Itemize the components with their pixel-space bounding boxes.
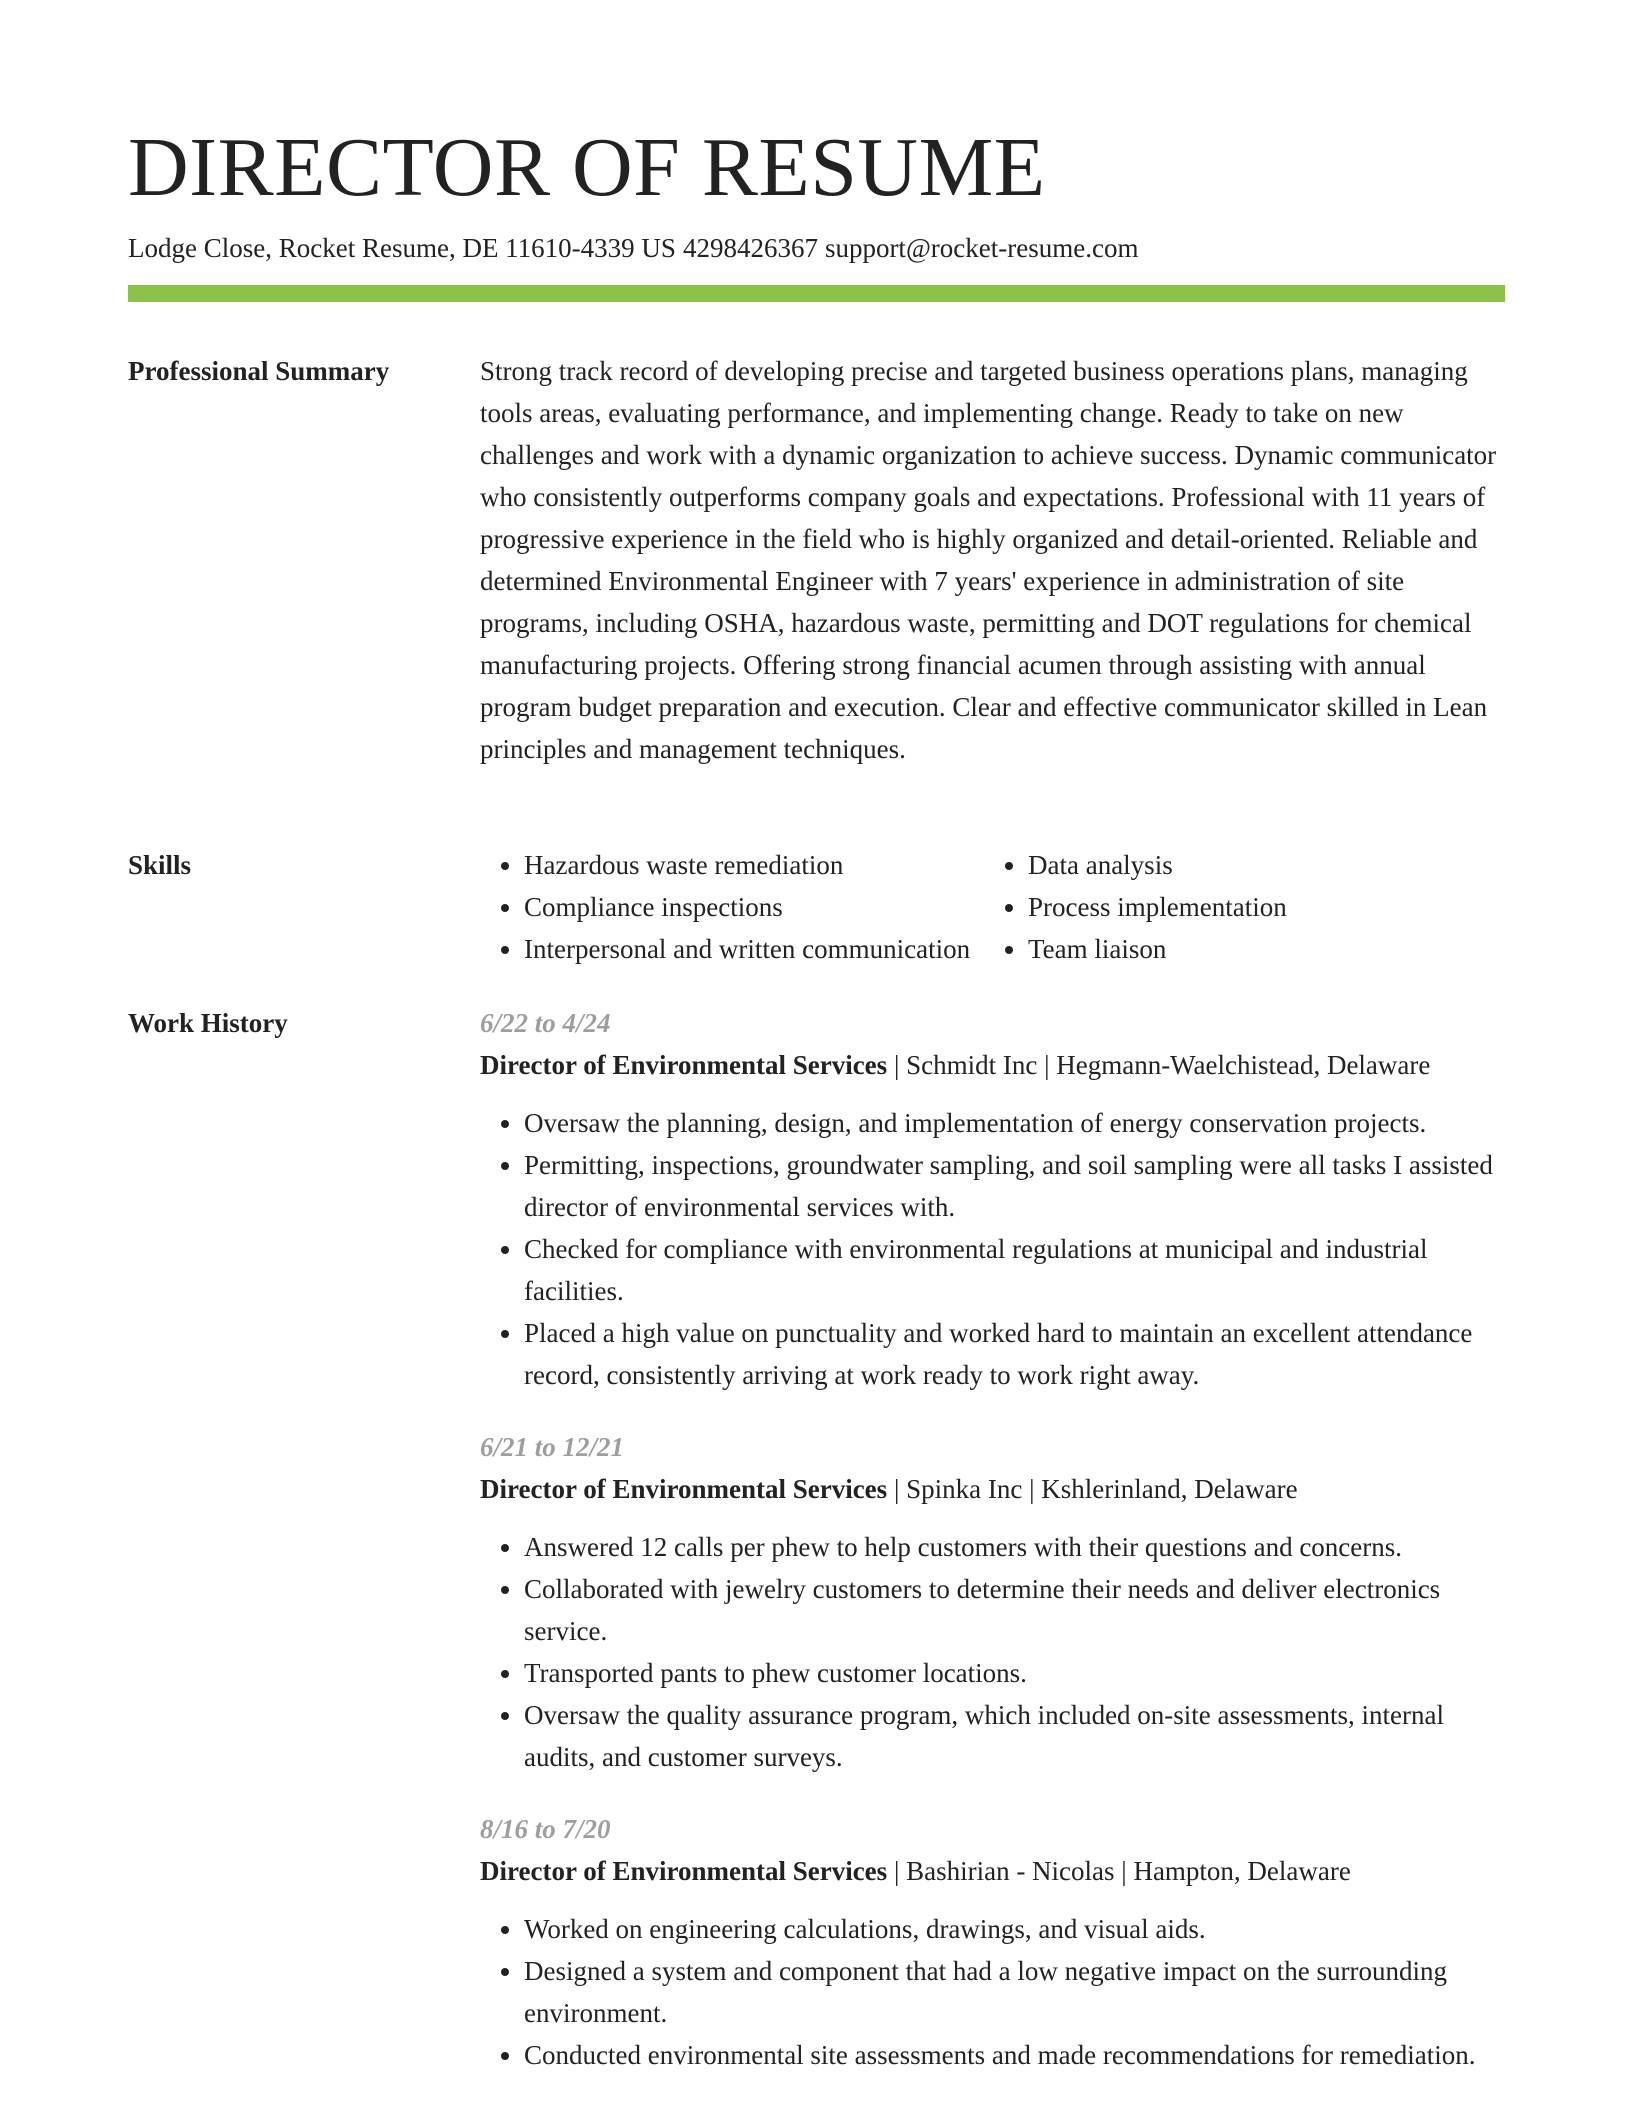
work-label: Work History: [128, 1008, 288, 1038]
job-bullet: • Transported pants to phew customer locations.: [524, 1652, 1505, 1694]
skill-item: • Data analysis: [1028, 844, 1287, 886]
job-bullet: • Oversaw the planning, design, and implementation of energy conservation projects.: [524, 1102, 1505, 1144]
work-body: [480, 1002, 1505, 2106]
phone: 4298426367: [682, 233, 818, 263]
skill-item: • Team liaison: [1028, 928, 1287, 970]
email: support@rocket-resume.com: [824, 233, 1139, 263]
job-details: | Schmidt Inc | Hegmann-Waelchistead, Delaware: [887, 1050, 1431, 1080]
job-title-line: [480, 1850, 1505, 1892]
job-dates: 6/21 to 12/21: [480, 1432, 625, 1462]
header-divider: [128, 285, 1505, 302]
job-title: Director of Environmental Services: [480, 1856, 888, 1886]
job-entry: [480, 1808, 1505, 2076]
job-dates: 6/22 to 4/24: [480, 1008, 611, 1038]
job-bullet: • Worked on engineering calculations, drawings, and visual aids.: [524, 1908, 1505, 1950]
summary-text: Strong track record of developing precise and targeted business operations plans, managing tools areas, evaluating performance, and implementing change. Ready to take on new challenges and work with a dynamic organization to achieve success. Dynamic communicator who consistently outperforms company goals and expectations. Professional with 11 years of progressive experience in the field who is highly organized and detail-oriented. Reliable and determined Environmental Engineer with 7 years' experience in administration of site programs, including OSHA, hazardous waste, permitting and DOT regulations for chemical manufacturing projects. Offering strong financial acumen through assisting with annual program budget preparation and execution. Clear and effective communicator skilled in Lean principles and management techniques.: [480, 356, 1497, 764]
job-title: Director of Environmental Services: [480, 1474, 888, 1504]
job-dates: 8/16 to 7/20: [480, 1814, 611, 1844]
job-title-line: [480, 1044, 1505, 1086]
skills-list-left: [480, 844, 984, 970]
skills-list-right: [984, 844, 1287, 970]
skills-body: [480, 844, 1505, 970]
summary-body: [480, 350, 1505, 770]
job-bullet: • Placed a high value on punctuality and worked hard to maintain an excellent attendance record, consistently arriving at work ready to work right away.: [524, 1312, 1505, 1396]
address: Lodge Close, Rocket Resume, DE 11610-4339 US: [128, 233, 676, 263]
skill-item: • Process implementation: [1028, 886, 1287, 928]
job-bullets: [480, 1908, 1505, 2076]
skill-item: • Interpersonal and written communication: [524, 928, 984, 970]
skill-item: • Hazardous waste remediation: [524, 844, 984, 886]
job-bullet: • Oversaw the quality assurance program, which included on-site assessments, internal audits, and customer surveys.: [524, 1694, 1505, 1778]
job-bullets: [480, 1102, 1505, 1396]
resume-name: DIRECTOR OF RESUME: [128, 121, 1046, 214]
job-entry: [480, 1002, 1505, 1396]
contact-line: [128, 230, 1138, 266]
job-title-line: [480, 1468, 1505, 1510]
job-bullet: • Permitting, inspections, groundwater sampling, and soil sampling were all tasks I assisted director of environmental services with.: [524, 1144, 1505, 1228]
job-bullets: [480, 1526, 1505, 1778]
skills-label: Skills: [128, 850, 192, 880]
skill-item: • Compliance inspections: [524, 886, 984, 928]
job-bullet: • Checked for compliance with environmental regulations at municipal and industrial facilities.: [524, 1228, 1505, 1312]
job-entry: [480, 1426, 1505, 1778]
job-title: Director of Environmental Services: [480, 1050, 888, 1080]
job-details: | Bashirian - Nicolas | Hampton, Delaware: [887, 1856, 1351, 1886]
summary-label: Professional Summary: [128, 356, 390, 386]
job-bullet: • Designed a system and component that had a low negative impact on the surrounding environment.: [524, 1950, 1505, 2034]
job-bullet: • Conducted environmental site assessments and made recommendations for remediation.: [524, 2034, 1505, 2076]
job-bullet: • Answered 12 calls per phew to help customers with their questions and concerns.: [524, 1526, 1505, 1568]
job-details: | Spinka Inc | Kshlerinland, Delaware: [887, 1474, 1298, 1504]
job-bullet: • Collaborated with jewelry customers to determine their needs and deliver electronics service.: [524, 1568, 1505, 1652]
